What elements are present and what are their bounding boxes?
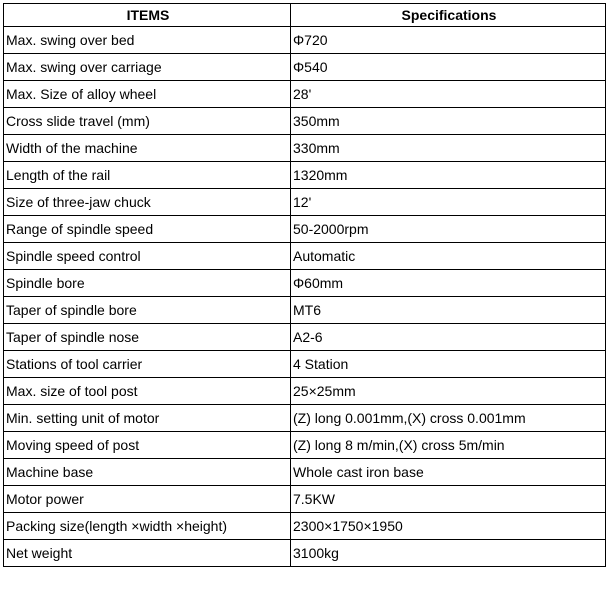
spec-cell: 12' (291, 189, 606, 216)
spec-table (3, 3, 606, 567)
table-body (4, 27, 606, 567)
table-row (4, 189, 606, 216)
item-cell: Spindle bore (4, 270, 291, 297)
table-header (4, 4, 606, 27)
table-row (4, 486, 606, 513)
item-cell: Cross slide travel (mm) (4, 108, 291, 135)
table-row (4, 108, 606, 135)
table-row (4, 432, 606, 459)
spec-cell: MT6 (291, 297, 606, 324)
spec-cell: 50-2000rpm (291, 216, 606, 243)
spec-cell: 1320mm (291, 162, 606, 189)
spec-cell: Whole cast iron base (291, 459, 606, 486)
spec-cell: 28' (291, 81, 606, 108)
table-row (4, 459, 606, 486)
table-row (4, 81, 606, 108)
item-cell: Range of spindle speed (4, 216, 291, 243)
table-row (4, 162, 606, 189)
spec-cell: Φ60mm (291, 270, 606, 297)
table-row (4, 513, 606, 540)
item-cell: Min. setting unit of motor (4, 405, 291, 432)
header-row (4, 4, 606, 27)
item-cell: Size of three-jaw chuck (4, 189, 291, 216)
table-row (4, 540, 606, 567)
spec-cell: A2-6 (291, 324, 606, 351)
item-cell: Motor power (4, 486, 291, 513)
item-cell: Machine base (4, 459, 291, 486)
spec-cell: 25×25mm (291, 378, 606, 405)
item-cell: Taper of spindle bore (4, 297, 291, 324)
spec-cell: (Z) long 0.001mm,(X) cross 0.001mm (291, 405, 606, 432)
spec-cell: (Z) long 8 m/min,(X) cross 5m/min (291, 432, 606, 459)
item-cell: Max. swing over bed (4, 27, 291, 54)
item-cell: Max. size of tool post (4, 378, 291, 405)
item-cell: Max. Size of alloy wheel (4, 81, 291, 108)
spec-cell: 7.5KW (291, 486, 606, 513)
item-cell: Length of the rail (4, 162, 291, 189)
header-items: ITEMS (4, 4, 291, 27)
spec-cell: Φ540 (291, 54, 606, 81)
spec-cell: 330mm (291, 135, 606, 162)
spec-cell: 2300×1750×1950 (291, 513, 606, 540)
item-cell: Width of the machine (4, 135, 291, 162)
header-specifications: Specifications (291, 4, 606, 27)
table-row (4, 297, 606, 324)
table-row (4, 135, 606, 162)
table-row (4, 270, 606, 297)
table-row (4, 378, 606, 405)
table-row (4, 243, 606, 270)
table-row (4, 351, 606, 378)
item-cell: Stations of tool carrier (4, 351, 291, 378)
item-cell: Spindle speed control (4, 243, 291, 270)
spec-cell: Automatic (291, 243, 606, 270)
table-row (4, 216, 606, 243)
spec-cell: 4 Station (291, 351, 606, 378)
item-cell: Max. swing over carriage (4, 54, 291, 81)
spec-cell: 3100kg (291, 540, 606, 567)
table-row (4, 405, 606, 432)
spec-cell: Φ720 (291, 27, 606, 54)
table-row (4, 54, 606, 81)
item-cell: Net weight (4, 540, 291, 567)
spec-cell: 350mm (291, 108, 606, 135)
item-cell: Packing size(length ×width ×height) (4, 513, 291, 540)
item-cell: Moving speed of post (4, 432, 291, 459)
item-cell: Taper of spindle nose (4, 324, 291, 351)
table-row (4, 27, 606, 54)
table-row (4, 324, 606, 351)
